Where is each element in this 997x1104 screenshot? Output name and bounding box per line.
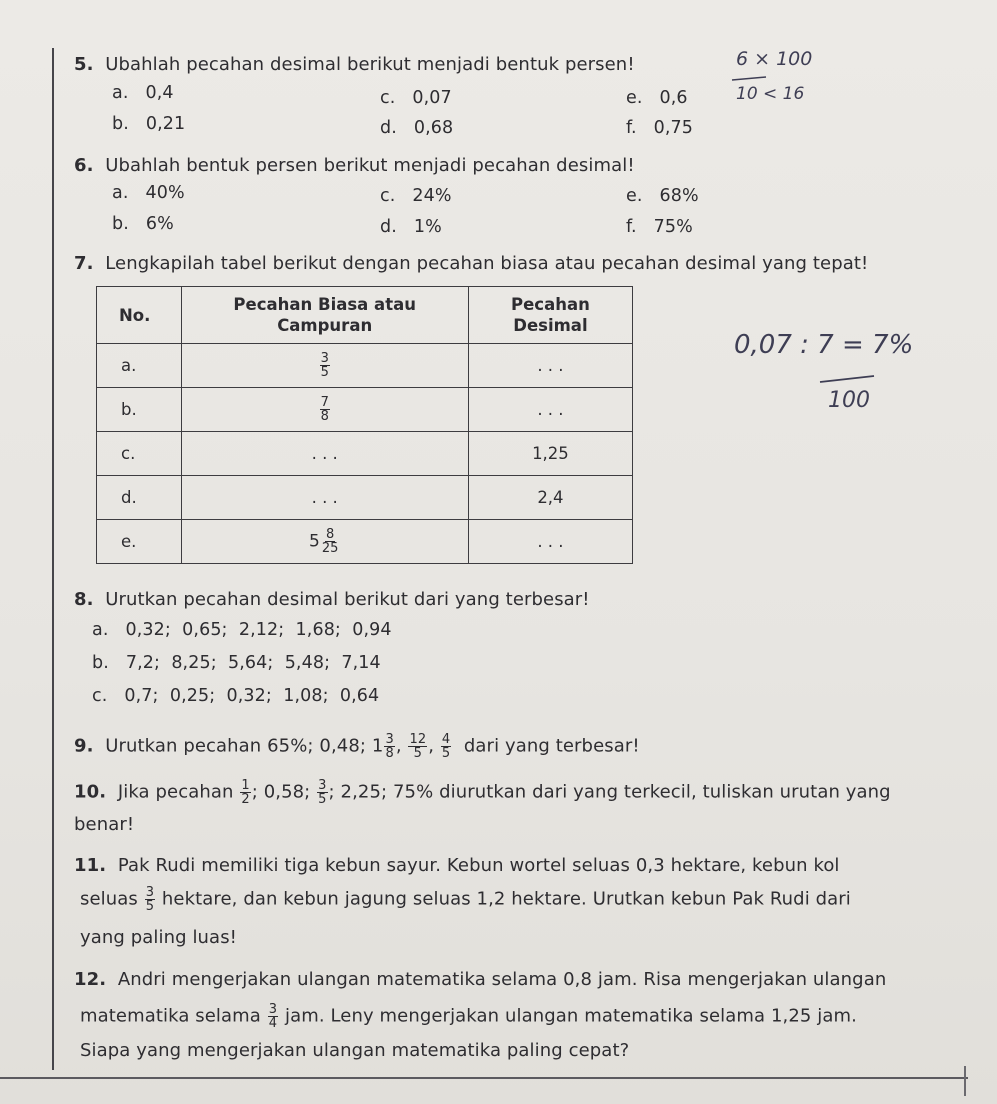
row-label: d. (97, 476, 182, 520)
decimal-cell[interactable]: . . . (468, 388, 632, 432)
fraction-cell (181, 388, 468, 432)
q9-prompt: 9. Urutkan pecahan 65%; 0,48; 1 $\frac{3}{8}$ , $\frac{12}{5}$ , $\frac{4}{5}$ dari yang terbesar! (74, 732, 640, 761)
q6-item-c: c. 24% (380, 186, 452, 206)
header-no: No. (97, 287, 182, 344)
q5-prompt: 5. Ubahlah pecahan desimal berikut menjadi bentuk persen! (74, 54, 635, 75)
q12-line3: Siapa yang mengerjakan ulangan matematika paling cepat? (80, 1040, 630, 1061)
fraction: $\frac{7}{8}$ (320, 395, 329, 424)
table-header-row (97, 287, 633, 344)
q12-line1: 12. Andri mengerjakan ulangan matematika selama 0,8 jam. Risa mengerjakan ulangan (74, 969, 887, 990)
fraction-cell: 5 $\frac{8}{25}$ (181, 520, 468, 564)
bottom-rule (0, 1077, 968, 1079)
handwritten-note-top-2: 10 < 16 (736, 84, 805, 104)
handwritten-note-right-2: 100 (828, 388, 870, 413)
q6-item-b: b. 6% (112, 214, 174, 234)
bottom-tick (964, 1066, 966, 1096)
table-row (97, 432, 633, 476)
q8-item-b: b. 7,2; 8,25; 5,64; 5,48; 7,14 (92, 653, 381, 673)
table-row (97, 344, 633, 388)
decimal-cell[interactable]: . . . (468, 520, 632, 564)
q6-prompt: 6. Ubahlah bentuk persen berikut menjadi pecahan desimal! (74, 155, 635, 176)
handwritten-note-top: 6 × 100 (736, 48, 813, 70)
row-label: a. (97, 344, 182, 388)
q12-line2: matematika selama $\frac{3}{4}$ jam. Leny mengerjakan ulangan matematika selama 1,25 jam. (80, 1002, 857, 1031)
handwritten-note-right: 0,07 : 7 = 7% (734, 330, 914, 360)
fraction: $\frac{3}{5}$ (320, 351, 329, 380)
decimal-cell: 2,4 (468, 476, 632, 520)
q6-item-a: a. 40% (112, 183, 185, 203)
q8-prompt: 8. Urutkan pecahan desimal berikut dari yang terbesar! (74, 589, 590, 610)
q11-line2: seluas $\frac{3}{5}$ hektare, dan kebun jagung seluas 1,2 hektare. Urutkan kebun Pak Rudi dari (80, 885, 851, 914)
q10-prompt: 10. Jika pecahan $\frac{1}{2}$ ; 0,58; $\frac{3}{5}$ ; 2,25; 75% diurutkan dari yang terkecil, tuliskan urutan yang (74, 778, 891, 807)
q5-item-d: d. 0,68 (380, 118, 454, 138)
q7-prompt: 7. Lengkapilah tabel berikut dengan pecahan biasa atau pecahan desimal yang tepat! (74, 253, 869, 274)
q11-line1: 11. Pak Rudi memiliki tiga kebun sayur. Kebun wortel seluas 0,3 hektare, kebun kol (74, 855, 840, 876)
table-row (97, 476, 633, 520)
q5-item-a: a. 0,4 (112, 83, 174, 103)
q6-item-f: f. 75% (626, 217, 693, 237)
row-label: b. (97, 388, 182, 432)
fraction-cell[interactable]: . . . (181, 476, 468, 520)
handwritten-fraction-bar (730, 74, 770, 84)
q10-line2: benar! (74, 814, 135, 835)
decimal-cell[interactable]: . . . (468, 344, 632, 388)
q5-item-f: f. 0,75 (626, 118, 694, 138)
row-label: e. (97, 520, 182, 564)
fraction: $\frac{8}{25}$ (321, 527, 339, 556)
table-row (97, 388, 633, 432)
fraction-cell (181, 344, 468, 388)
q5-item-b: b. 0,21 (112, 114, 186, 134)
q5-item-c: c. 0,07 (380, 88, 452, 108)
fraction-cell[interactable]: . . . (181, 432, 468, 476)
q7-table (96, 286, 633, 564)
q11-line3: yang paling luas! (80, 927, 237, 948)
table-row (97, 520, 633, 564)
margin-line (52, 48, 54, 1070)
q8-item-c: c. 0,7; 0,25; 0,32; 1,08; 0,64 (92, 686, 380, 706)
q8-item-a: a. 0,32; 0,65; 2,12; 1,68; 0,94 (92, 620, 392, 640)
header-fraction: Pecahan Biasa atau Campuran (181, 287, 468, 344)
handwritten-fraction-bar-2 (818, 372, 878, 386)
decimal-cell: 1,25 (468, 432, 632, 476)
q6-item-e: e. 68% (626, 186, 699, 206)
q6-item-d: d. 1% (380, 217, 442, 237)
q5-item-e: e. 0,6 (626, 88, 688, 108)
row-label: c. (97, 432, 182, 476)
header-decimal: Pecahan Desimal (468, 287, 632, 344)
